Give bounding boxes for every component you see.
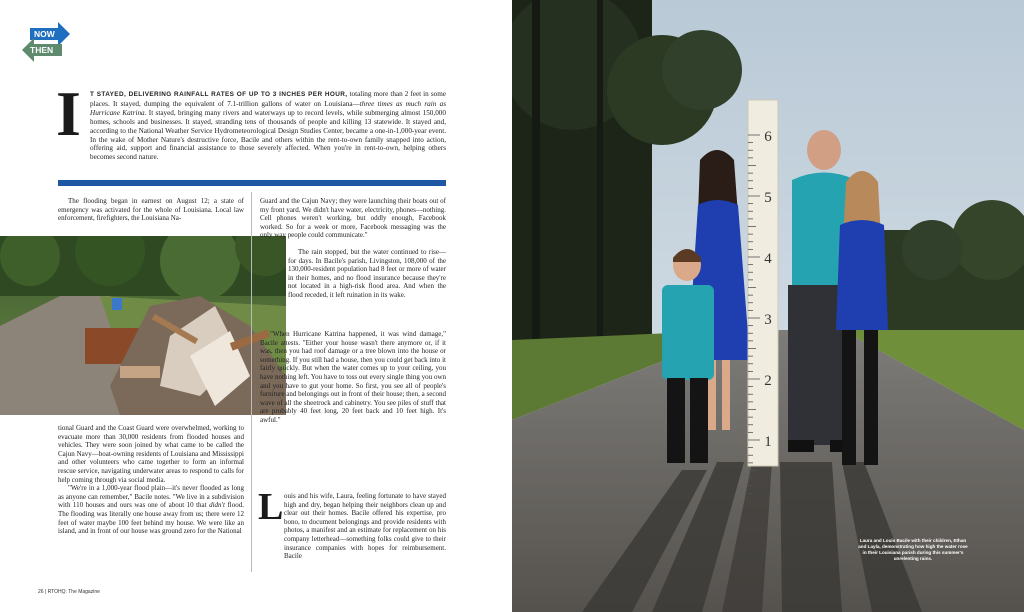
right-page	[512, 0, 1024, 612]
col1-paragraph-3: "We're in a 1,000-year flood plain—it's never flooded as long as anyone can remember," Bacile notes. "We live in a subdivision with 110 houses and ours was one of about 10 that didn't flood. The flooding was literally one house away from us; there were 12 feet of water maybe 100 feet behind my house. We were like an island, and in front of our house was ground zero for the National	[58, 484, 244, 536]
col2-paragraph-2: The rain stopped, but the water continued to rise—for days. In Bacile's parish, Livingston, 108,000 of the 130,000-resident population had 8 feet or more of water in their homes, and no flood insurance because they're not located in a high-risk flood area. And when the flood receded, it left ruination in its wake.	[288, 248, 446, 299]
logo-now-label: NOW	[34, 29, 55, 39]
flood-debris-photo	[0, 236, 286, 415]
intro-emphasis: three times as much rain as Hurricane Katrina.	[90, 99, 446, 117]
intro-text-2: It stayed, bringing many rivers and waterways up to record levels, while submerging almost 150,000 homes, schools and businesses. It stayed, stranding tens of thousands of people and killing 13 statewide. It stayed and, according to the National Weather Service Hydrometeorological Design Studies Center, became a one-in-1,000-year event. In the wake of Mother Nature's destructive force, Bacile and others within the rent-to-own family snapped into action, offering aid, support and financial assistance to those severely affected. When you're in rent-to-own, helping others becomes second nature.	[90, 108, 446, 162]
section-divider-bar	[58, 180, 446, 186]
col2-dropcap: L	[258, 486, 284, 528]
intro-text-1: totaling more than 2 feet in some places. It stayed, dumping the equivalent of 7.1-trillion gallons of water on Louisiana—	[90, 90, 446, 108]
col2-paragraph-1: Guard and the Cajun Navy; they were launching their boats out of my front yard. We didn't have water, electricity, phones—nothing. Cell phones weren't working, but oddly enough, Facebook worked. So for a week or more, Facebook messaging was the only way people could communicate."	[260, 197, 446, 240]
column-1-top	[58, 197, 244, 223]
height-ruler	[748, 100, 778, 466]
column-2-lower	[260, 330, 446, 425]
ruler-number: 4	[764, 251, 772, 267]
photo-caption: Laura and Louis Bacile with their children, Ethan and Layla, demonstrating how high the water rose in their Louisiana parish during this summer's unrelenting rains.	[858, 538, 968, 561]
col2-paragraph-4: ouis and his wife, Laura, feeling fortunate to have stayed high and dry, began helping their neighbors clean up and clear out their homes. Bacile offered his expertise, pro bono, to document belongings and provide residents with photos, a manifest and an estimate for replacement on his company letterhead—something folks could give to their insurance companies with hopes for reimbursement. Bacile	[284, 492, 446, 561]
column-1-bottom	[58, 424, 244, 536]
intro-dropcap: I	[56, 78, 81, 149]
ruler-number: 5	[764, 190, 772, 206]
ruler-number: 2	[764, 373, 772, 389]
ruler-number: 3	[764, 312, 772, 328]
ruler-number: 6	[764, 129, 772, 145]
intro-paragraph	[58, 90, 446, 162]
family-photo	[512, 0, 1024, 612]
column-rule	[251, 192, 252, 572]
now-then-logo	[20, 22, 72, 66]
column-2-middle	[288, 248, 446, 300]
ruler-number: 1	[764, 434, 772, 450]
logo-then-label: THEN	[30, 45, 54, 55]
column-2-top-right	[260, 197, 446, 240]
col1-paragraph-1: The flooding began in earnest on August 12; a state of emergency was activated for the whole of Louisiana. Local law enforcement, firefighters, the Louisiana Na-	[58, 197, 244, 223]
col1-paragraph-2: tional Guard and the Coast Guard were overwhelmed, working to evacuate more than 30,000 residents from flooded houses and vehicles. They were soon joined by what came to be called the Cajun Navy—boat-owning residents of Louisiana and Mississippi and other volunteers who came together to form an informal rescue service, navigating underwater areas to respond to calls for help coming through via social media.	[58, 424, 244, 484]
intro-lead: T STAYED, DELIVERING RAINFALL RATES OF UP TO 3 INCHES PER HOUR,	[90, 91, 348, 98]
page-footer: 26 | RTOHQ: The Magazine	[38, 589, 100, 595]
column-2-bottom	[260, 492, 446, 561]
col2-paragraph-3: "When Hurricane Katrina happened, it was wind damage," Bacile attests. "Either your house wasn't there anymore or, if it was, then you had roof damage or a tree blown into the house or something. If you still had a house, then you could get back into it fairly quickly. But when the water comes up to your ceiling, you have nothing left. You have to toss out every single thing you own and you have to gut your home. So first, you see all of people's furniture and belongings out in front of their house; then, a second wave of all the sheetrock and cabinetry. You see piles of stuff that are probably 40 feet long, 20 feet back and 10 feet high. It's awful."	[260, 330, 446, 424]
